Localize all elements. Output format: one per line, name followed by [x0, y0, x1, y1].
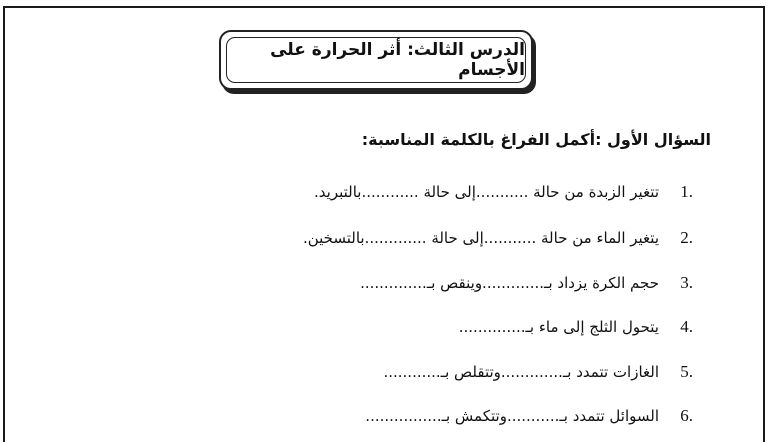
list-item [383, 359, 693, 385]
item-number: 3. [680, 273, 693, 292]
item-number: 4. [680, 317, 693, 336]
title-box [219, 30, 533, 90]
item-text: يتغير الماء من حالة ...........إلى حالة .............بالتسخين. [302, 229, 659, 247]
item-text: الغازات تتمدد بـ.............وتتقلص بـ............ [383, 363, 659, 381]
item-number: 2. [680, 228, 693, 247]
list-item [365, 403, 693, 429]
lesson-title: الدرس الثالث: أثر الحرارة على الأجسام [270, 40, 525, 80]
item-number: 5. [680, 362, 693, 381]
item-text: حجم الكرة يزداد بـ.............وينقص بـ.............. [360, 274, 659, 292]
item-text: يتحول الثلج إلى ماء بـ.............. [458, 318, 659, 336]
item-text: تتغير الزبدة من حالة ...........إلى حالة ............بالتبريد. [314, 183, 659, 201]
item-number: 6. [680, 406, 693, 425]
list-item [303, 225, 693, 251]
title-inner-border [226, 37, 526, 83]
list-item [360, 270, 693, 296]
list-item [459, 314, 693, 340]
item-text: السوائل تتمدد بـ...........وتتكمش بـ................ [365, 407, 659, 425]
item-number: 1. [680, 182, 693, 201]
list-item [314, 179, 693, 205]
question-heading: السؤال الأول :أكمل الفراغ بالكلمة المناسبة: [361, 130, 711, 149]
